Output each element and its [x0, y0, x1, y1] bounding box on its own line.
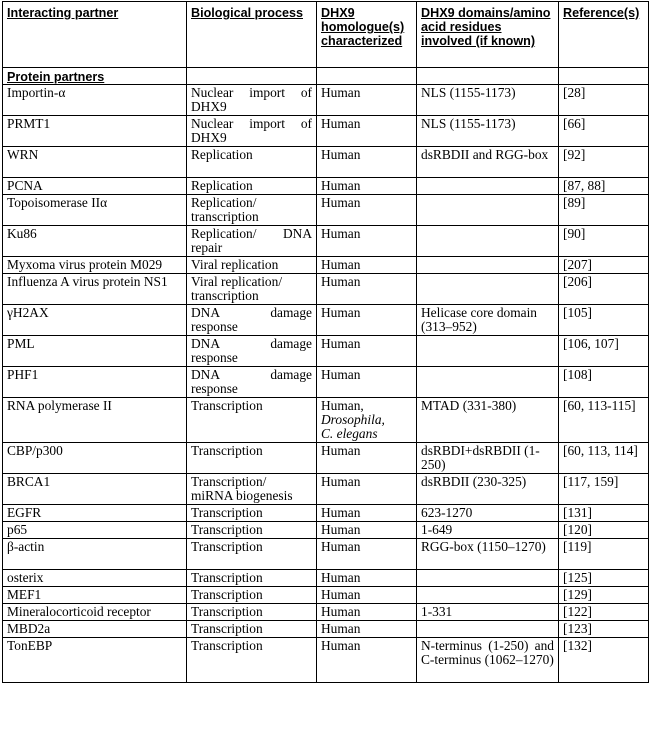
- process-cell: Transcription: [187, 443, 317, 474]
- refs-cell: [92]: [559, 147, 649, 178]
- refs-cell: [119]: [559, 539, 649, 570]
- homologue-human: Human,: [321, 398, 364, 413]
- table-row: [3, 274, 649, 305]
- table-row: [3, 116, 649, 147]
- partner-cell: PML: [3, 336, 187, 367]
- partner-cell: Importin-α: [3, 85, 187, 116]
- domains-cell: [417, 226, 559, 257]
- partner-cell: Myxoma virus protein M029: [3, 257, 187, 274]
- homologue-cell: Human: [317, 474, 417, 505]
- refs-cell: [207]: [559, 257, 649, 274]
- table-row: [3, 305, 649, 336]
- partner-cell: γH2AX: [3, 305, 187, 336]
- process-cell: DNA damage response: [187, 336, 317, 367]
- domains-cell: [417, 257, 559, 274]
- refs-cell: [122]: [559, 604, 649, 621]
- homologue-cell: Human: [317, 443, 417, 474]
- domains-cell: [417, 570, 559, 587]
- homologue-cell: Human: [317, 522, 417, 539]
- process-cell: Nuclear import of DHX9: [187, 116, 317, 147]
- partner-cell: MBD2a: [3, 621, 187, 638]
- table-row: [3, 226, 649, 257]
- partner-cell: Ku86: [3, 226, 187, 257]
- domains-cell: [417, 274, 559, 305]
- refs-cell: [125]: [559, 570, 649, 587]
- homologue-cell: Human: [317, 257, 417, 274]
- table-row: [3, 336, 649, 367]
- table-row: [3, 522, 649, 539]
- process-cell: Transcription: [187, 539, 317, 570]
- refs-cell: [206]: [559, 274, 649, 305]
- refs-cell: [60, 113-115]: [559, 398, 649, 443]
- domains-cell: MTAD (331-380): [417, 398, 559, 443]
- domains-cell: dsRBDII and RGG-box: [417, 147, 559, 178]
- table-row: [3, 398, 649, 443]
- domains-cell: [417, 587, 559, 604]
- table-row: [3, 367, 649, 398]
- table-row: [3, 638, 649, 683]
- domains-cell: Helicase core domain (313–952): [417, 305, 559, 336]
- domains-cell: 1-331: [417, 604, 559, 621]
- partner-cell: BRCA1: [3, 474, 187, 505]
- header-row: [3, 2, 649, 68]
- partner-cell: MEF1: [3, 587, 187, 604]
- partner-cell: osterix: [3, 570, 187, 587]
- empty-cell: [317, 68, 417, 85]
- process-cell: DNA damage response: [187, 305, 317, 336]
- table-row: [3, 147, 649, 178]
- domains-cell: [417, 336, 559, 367]
- partner-cell: Influenza A virus protein NS1: [3, 274, 187, 305]
- domains-cell: dsRBDII (230-325): [417, 474, 559, 505]
- process-cell: Transcription/ miRNA biogenesis: [187, 474, 317, 505]
- refs-cell: [66]: [559, 116, 649, 147]
- refs-cell: [105]: [559, 305, 649, 336]
- domains-cell: RGG-box (1150–1270): [417, 539, 559, 570]
- refs-cell: [123]: [559, 621, 649, 638]
- partner-cell: TonEBP: [3, 638, 187, 683]
- table-row: [3, 178, 649, 195]
- partner-cell: PHF1: [3, 367, 187, 398]
- homologue-cell: Human: [317, 367, 417, 398]
- process-cell: Replication: [187, 178, 317, 195]
- refs-cell: [132]: [559, 638, 649, 683]
- empty-cell: [417, 68, 559, 85]
- homologue-cell: Human: [317, 621, 417, 638]
- domains-cell: NLS (1155-1173): [417, 116, 559, 147]
- domains-cell: 623-1270: [417, 505, 559, 522]
- header-homologue: DHX9 homologue(s) characterized: [317, 2, 417, 68]
- domains-cell: [417, 621, 559, 638]
- process-cell: Transcription: [187, 505, 317, 522]
- process-cell: Transcription: [187, 522, 317, 539]
- header-references: Reference(s): [559, 2, 649, 68]
- table-row: [3, 604, 649, 621]
- homologue-cell: Human: [317, 539, 417, 570]
- partner-cell: PCNA: [3, 178, 187, 195]
- homologue-cell: Human: [317, 587, 417, 604]
- table-row: [3, 621, 649, 638]
- refs-cell: [108]: [559, 367, 649, 398]
- domains-cell: [417, 195, 559, 226]
- partner-cell: PRMT1: [3, 116, 187, 147]
- homologue-drosophila: Drosophila,: [321, 412, 385, 427]
- homologue-cell: Human: [317, 226, 417, 257]
- homologue-cell: Human: [317, 305, 417, 336]
- refs-cell: [87, 88]: [559, 178, 649, 195]
- process-cell: DNA damage response: [187, 367, 317, 398]
- domains-cell: [417, 178, 559, 195]
- process-cell: Nuclear import of DHX9: [187, 85, 317, 116]
- process-cell: Transcription: [187, 638, 317, 683]
- process-cell: Replication: [187, 147, 317, 178]
- table-row: [3, 85, 649, 116]
- refs-cell: [90]: [559, 226, 649, 257]
- process-cell: Transcription: [187, 587, 317, 604]
- homologue-cell: Human: [317, 638, 417, 683]
- homologue-c-elegans: C. elegans: [321, 426, 378, 441]
- table-row: [3, 505, 649, 522]
- process-cell: Transcription: [187, 604, 317, 621]
- homologue-cell: Human: [317, 570, 417, 587]
- header-biological-process: Biological process: [187, 2, 317, 68]
- refs-cell: [131]: [559, 505, 649, 522]
- process-cell: Viral replication: [187, 257, 317, 274]
- partner-cell: RNA polymerase II: [3, 398, 187, 443]
- partner-cell: Topoisomerase IIα: [3, 195, 187, 226]
- refs-cell: [106, 107]: [559, 336, 649, 367]
- table-row: [3, 570, 649, 587]
- process-cell: Viral replication/ transcription: [187, 274, 317, 305]
- partner-cell: p65: [3, 522, 187, 539]
- process-cell: Transcription: [187, 570, 317, 587]
- empty-cell: [559, 68, 649, 85]
- table-row: [3, 195, 649, 226]
- empty-cell: [187, 68, 317, 85]
- domains-cell: [417, 367, 559, 398]
- domains-cell: N-terminus (1-250) and C-terminus (1062–1270): [417, 638, 559, 683]
- homologue-cell: Human: [317, 116, 417, 147]
- homologue-cell: [317, 398, 417, 443]
- refs-cell: [117, 159]: [559, 474, 649, 505]
- refs-cell: [129]: [559, 587, 649, 604]
- process-cell: Transcription: [187, 398, 317, 443]
- process-cell: Replication/ transcription: [187, 195, 317, 226]
- table-row: [3, 587, 649, 604]
- domains-cell: NLS (1155-1173): [417, 85, 559, 116]
- refs-cell: [28]: [559, 85, 649, 116]
- partner-cell: WRN: [3, 147, 187, 178]
- section-row: [3, 68, 649, 85]
- homologue-cell: Human: [317, 336, 417, 367]
- section-title: Protein partners: [3, 68, 187, 85]
- table-row: [3, 539, 649, 570]
- dhx9-interactions-table: [2, 1, 649, 683]
- refs-cell: [60, 113, 114]: [559, 443, 649, 474]
- process-cell: Replication/ DNA repair: [187, 226, 317, 257]
- homologue-cell: Human: [317, 147, 417, 178]
- homologue-cell: Human: [317, 505, 417, 522]
- partner-cell: Mineralocorticoid receptor: [3, 604, 187, 621]
- homologue-cell: Human: [317, 178, 417, 195]
- partner-cell: CBP/p300: [3, 443, 187, 474]
- process-cell: Transcription: [187, 621, 317, 638]
- partner-cell: EGFR: [3, 505, 187, 522]
- refs-cell: [89]: [559, 195, 649, 226]
- homologue-cell: Human: [317, 85, 417, 116]
- homologue-cell: Human: [317, 195, 417, 226]
- table-row: [3, 443, 649, 474]
- table-row: [3, 257, 649, 274]
- table-row: [3, 474, 649, 505]
- partner-cell: β-actin: [3, 539, 187, 570]
- header-interacting-partner: Interacting partner: [3, 2, 187, 68]
- domains-cell: 1-649: [417, 522, 559, 539]
- homologue-cell: Human: [317, 604, 417, 621]
- domains-cell: dsRBDI+dsRBDII (1-250): [417, 443, 559, 474]
- header-domains: DHX9 domains/amino acid residues involved (if known): [417, 2, 559, 68]
- refs-cell: [120]: [559, 522, 649, 539]
- homologue-cell: Human: [317, 274, 417, 305]
